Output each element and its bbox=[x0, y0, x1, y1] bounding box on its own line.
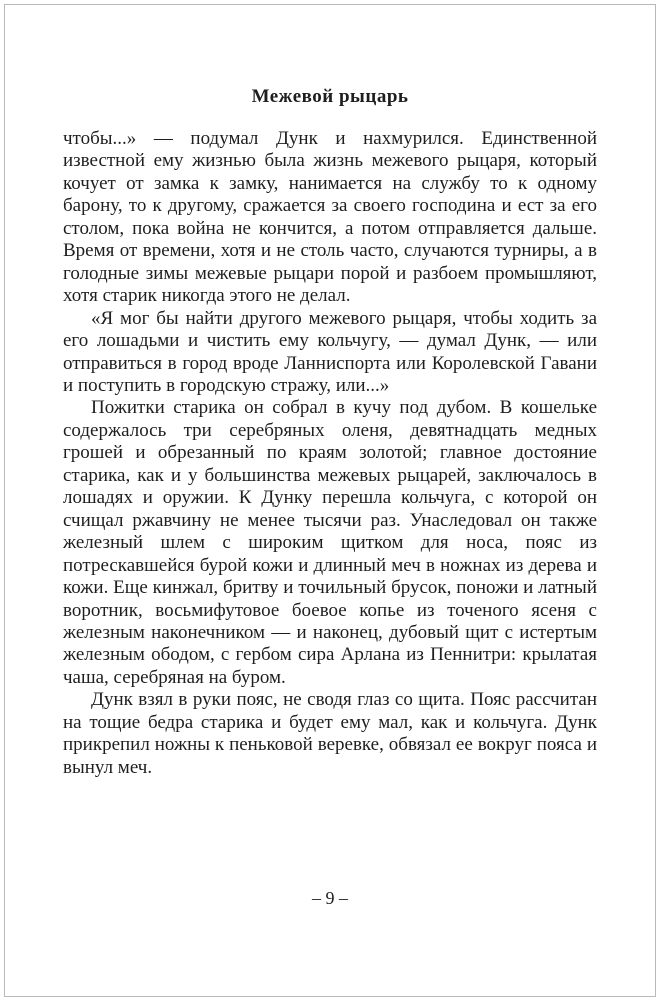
page-number: – 9 – bbox=[312, 888, 348, 908]
paragraph: Пожитки старика он собрал в кучу под дубом. В кошельке содержалось три серебряных оленя, девятнадцать медных грошей и обрезанный по краям золотой; главное достояние старика, как и у большинства межевых рыцарей, заключалось в лошадях и оружии. К Дунку перешла кольчуга, с которой он счищал ржавчину не менее тысячи раз. Унаследовал он также железный шлем с широким щитком для носа, пояс из потрескавшейся бурой кожи и длинный меч в ножнах из дерева и кожи. Еще кинжал, бритву и точильный брусок, поножи и латный воротник, восьмифутовое боевое копье из точеного ясеня с железным наконечником — и наконец, дубовый щит с истертым железным ободом, с гербом сира Арлана из Пеннитри: крылатая чаша, серебряная на буром. bbox=[63, 397, 597, 688]
paragraph: чтобы...» — подумал Дунк и нахмурился. Единственной известной ему жизнью была жизнь межевого рыцаря, который кочует от замка к замку, нанимается на службу то к одному барону, то к другому, сражается за своего господина и ест за его столом, пока война не кончится, а потом отправляется дальше. Время от времени, хотя и не столь часто, случаются турниры, а в голодные зимы межевые рыцари порой и разбоем промышляют, хотя старик никогда этого не делал. bbox=[63, 128, 597, 307]
paragraph: Дунк взял в руки пояс, не сводя глаз со щита. Пояс рассчитан на тощие бедра старика и будет ему мал, как и кольчуга. Дунк прикрепил ножны к пеньковой веревке, обвязал ее вокруг пояса и вынул меч. bbox=[63, 689, 597, 778]
paragraph: «Я мог бы найти другого межевого рыцаря, чтобы ходить за его лошадьми и чистить ему кольчугу, — думал Дунк, — или отправиться в город вроде Ланниспорта или Королевской Гавани и поступить в городскую стражу, или...» bbox=[63, 307, 597, 396]
text-body bbox=[63, 128, 597, 779]
chapter-title: Межевой рыцарь bbox=[251, 86, 409, 107]
